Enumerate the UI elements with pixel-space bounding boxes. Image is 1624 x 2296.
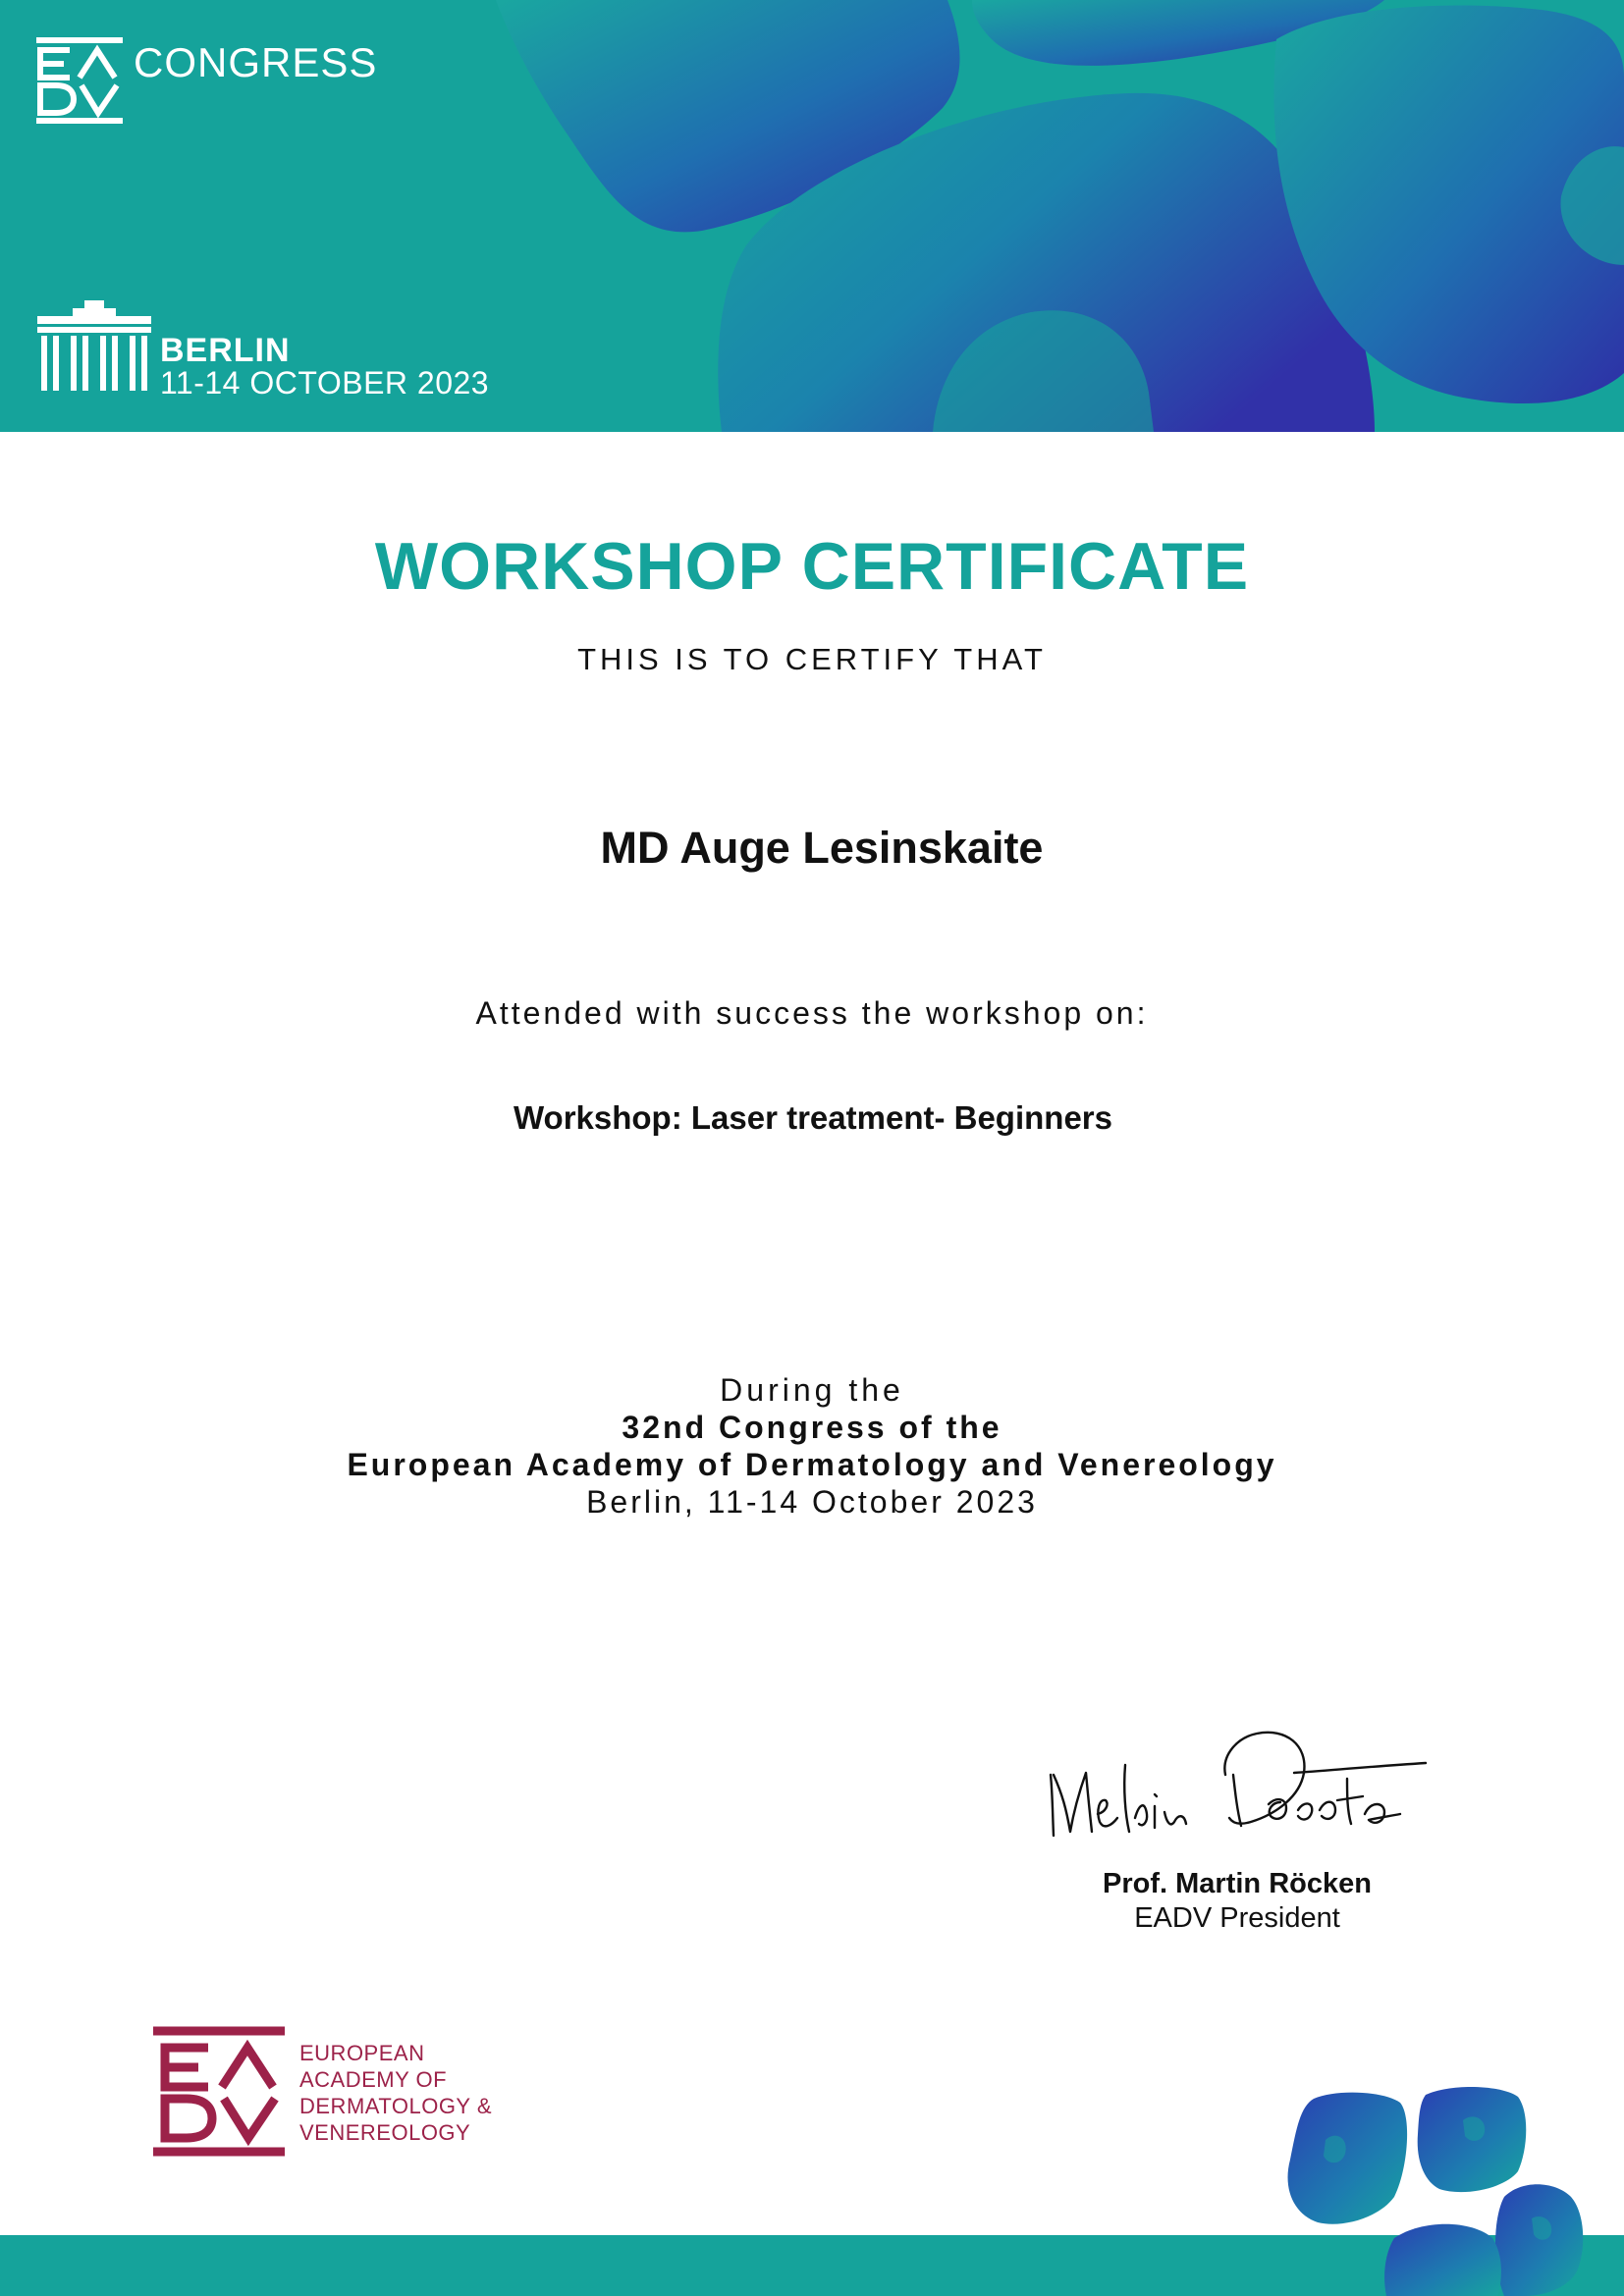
eadv-logo-icon [34, 37, 125, 126]
skin-cells-graphic [1276, 2081, 1624, 2296]
brandenburg-gate-icon [35, 300, 153, 395]
signature [1041, 1716, 1434, 1853]
congress-line: 32nd Congress of the [622, 1410, 1002, 1445]
dates-label: 11-14 OCTOBER 2023 [160, 365, 490, 400]
congress-label: CONGRESS [134, 39, 378, 85]
academy-name [299, 2040, 492, 2146]
academy-line: European Academy of Dermatology and Venereology [347, 1447, 1277, 1482]
during-line: During the [720, 1372, 904, 1408]
academy-name-line: VENEREOLOGY [299, 2120, 471, 2145]
attended-line: Attended with success the workshop on: [475, 995, 1149, 1031]
header-banner [0, 0, 1624, 432]
certificate-title: WORKSHOP CERTIFICATE [374, 529, 1250, 604]
academy-name-line: DERMATOLOGY & [299, 2094, 492, 2118]
workshop-title: Workshop: Laser treatment- Beginners [513, 1099, 1113, 1136]
signatory-role: EADV President [1134, 1902, 1340, 1934]
recipient-name: MD Auge Lesinskaite [600, 823, 1044, 873]
academy-name-line: ACADEMY OF [299, 2067, 448, 2092]
location-date-line: Berlin, 11-14 October 2023 [586, 1484, 1038, 1520]
eadv-academy-logo-icon [151, 2026, 287, 2158]
city-label: BERLIN [160, 332, 291, 369]
academy-name-line: EUROPEAN [299, 2041, 425, 2065]
signatory-name: Prof. Martin Röcken [1103, 1868, 1372, 1899]
certify-line: THIS IS TO CERTIFY THAT [577, 642, 1047, 676]
